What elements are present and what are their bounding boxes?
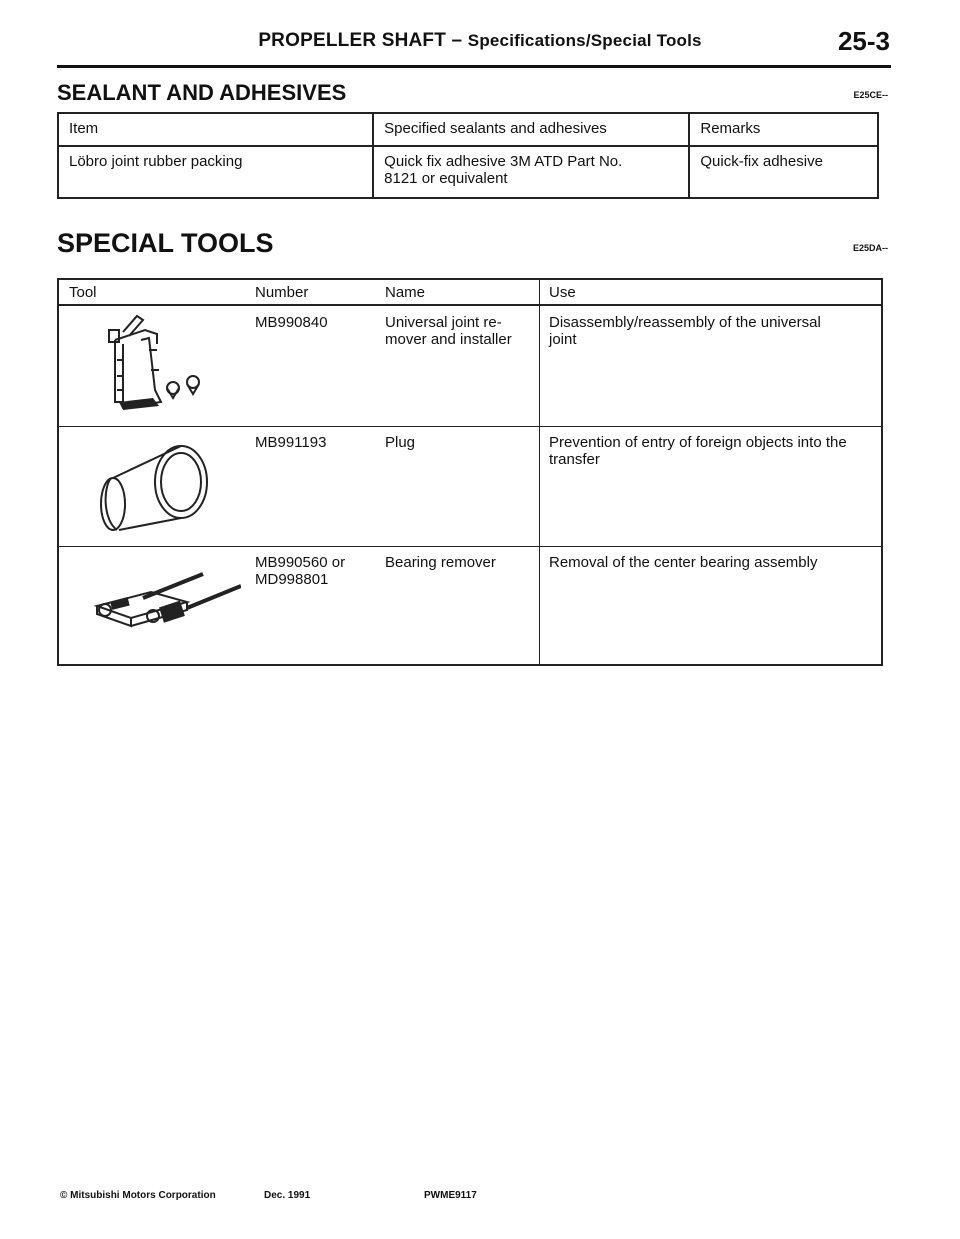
special-tools-code: E25DA-- <box>852 243 888 253</box>
special-tools-table <box>57 278 883 666</box>
col-header-use: Use <box>549 284 576 301</box>
tool-number-line2: MD998801 <box>255 571 329 588</box>
header-title-main: PROPELLER SHAFT – <box>258 30 468 51</box>
tool-name-line1: Bearing remover <box>385 554 496 571</box>
col-header-number: Number <box>255 284 309 301</box>
universal-joint-press-icon <box>93 310 213 416</box>
tool-number-line1: MB990560 or <box>255 554 346 571</box>
sealant-spec <box>373 146 689 198</box>
col-header-remarks: Remarks <box>689 113 878 146</box>
header-rule <box>57 65 891 68</box>
tool-name-line1: Plug <box>385 434 416 451</box>
footer-doc-code: PWME9117 <box>424 1190 477 1201</box>
sealants-heading: SEALANT AND ADHESIVES <box>57 80 347 105</box>
col-header-item: Item <box>58 113 373 146</box>
sealant-remarks: Quick-fix adhesive <box>689 146 878 198</box>
footer-copyright: © Mitsubishi Motors Corporation <box>60 1190 216 1201</box>
page-header-title <box>0 30 960 52</box>
header-title-sub: Specifications/Special Tools <box>467 31 702 50</box>
sealants-table <box>57 112 879 199</box>
tool-number: MB991193 <box>255 434 327 451</box>
col-header-name: Name <box>385 284 426 301</box>
plug-cap-icon <box>89 438 219 538</box>
footer-date: Dec. 1991 <box>264 1190 311 1201</box>
sealant-spec-line1: Quick fix adhesive 3M ATD Part No. <box>384 153 623 170</box>
tool-use-line1: Prevention of entry of foreign objects into the <box>549 434 847 451</box>
table-row <box>58 146 878 198</box>
row-divider <box>59 426 881 427</box>
header-divider <box>59 304 881 306</box>
sealant-item: Löbro joint rubber packing <box>58 146 373 198</box>
page-number: 25-3 <box>837 26 890 56</box>
special-tools-heading: SPECIAL TOOLS <box>57 228 274 258</box>
tool-use-line2: transfer <box>549 451 600 468</box>
tool-use-line2: joint <box>549 331 577 348</box>
sealants-header-row <box>58 113 878 146</box>
tool-name-line2: mover and installer <box>385 331 512 348</box>
col-header-sealants: Specified sealants and adhesives <box>373 113 689 146</box>
tool-use-line1: Removal of the center bearing assembly <box>549 554 818 571</box>
row-divider <box>59 546 881 547</box>
bearing-remover-icon <box>91 570 241 640</box>
tool-name-line1: Universal joint re- <box>385 314 502 331</box>
sealant-spec-line2: 8121 or equivalent <box>384 170 508 187</box>
sealants-code: E25CE-- <box>853 90 888 100</box>
use-column-divider <box>539 280 540 664</box>
tool-use-line1: Disassembly/reassembly of the universal <box>549 314 821 331</box>
tool-number: MB990840 <box>255 314 328 331</box>
col-header-tool: Tool <box>69 284 97 301</box>
